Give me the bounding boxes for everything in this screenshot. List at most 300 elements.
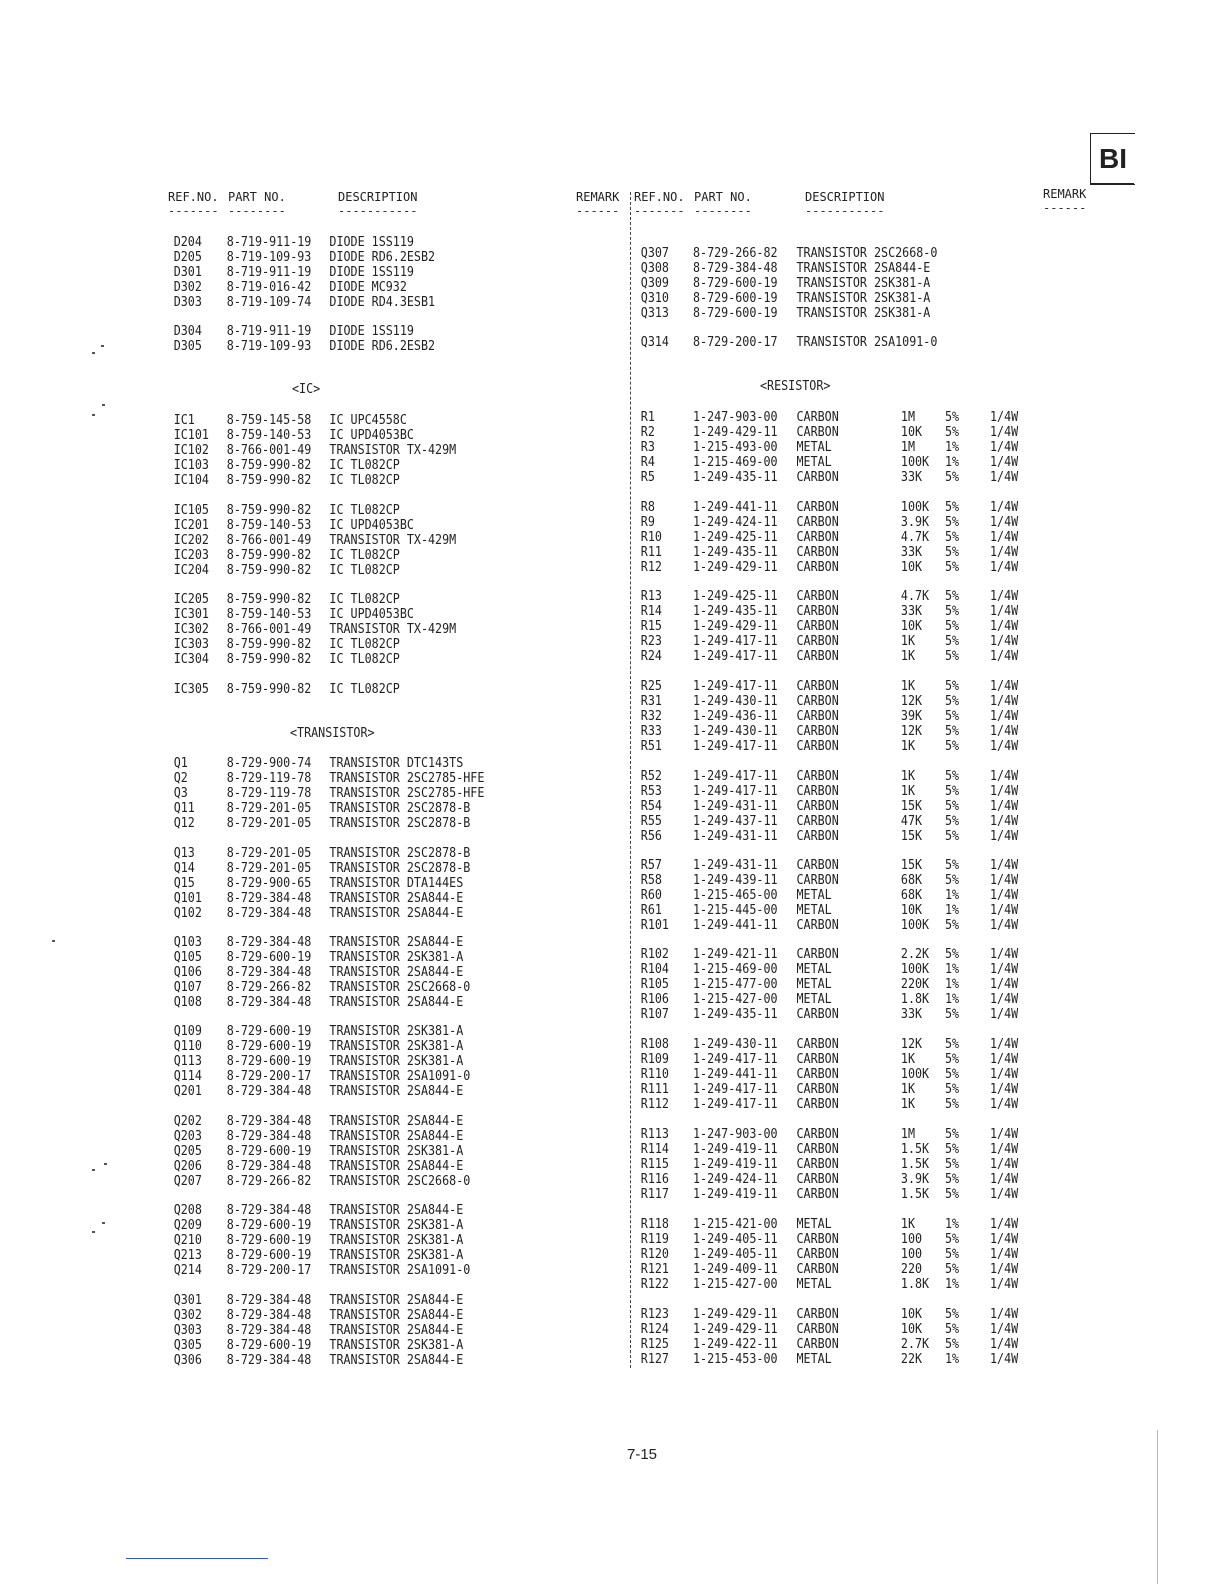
ref-no: R105 <box>640 977 669 992</box>
part-no: 1-249-435-11 <box>693 1007 778 1022</box>
ref-no: Q205 <box>173 1144 202 1159</box>
ref-no: Q214 <box>173 1263 202 1278</box>
scan-speck <box>102 404 105 406</box>
part-no: 1-247-903-00 <box>693 1127 778 1142</box>
ref-no: Q108 <box>173 995 202 1010</box>
value: 1K <box>900 769 915 784</box>
ref-no: Q3 <box>173 786 188 801</box>
part-no: 8-729-600-19 <box>226 950 312 965</box>
tolerance: 5% <box>945 1262 960 1277</box>
value: 15K <box>900 799 923 814</box>
ref-no: Q302 <box>173 1308 202 1323</box>
value: 10K <box>900 560 923 575</box>
value: 33K <box>900 604 923 619</box>
value: 1.8K <box>900 1277 930 1292</box>
ref-no: R116 <box>640 1172 669 1187</box>
part-no: 8-729-384-48 <box>693 261 778 276</box>
description: TRANSISTOR 2SK381-A <box>329 1039 464 1054</box>
tolerance: 1% <box>945 1217 960 1232</box>
ref-no: IC205 <box>173 592 209 607</box>
ref-no: Q305 <box>173 1338 202 1353</box>
ref-no: R111 <box>640 1082 669 1097</box>
ref-no: R127 <box>640 1352 669 1367</box>
ref-no: Q11 <box>173 801 195 816</box>
value: 1K <box>900 634 915 649</box>
description: CARBON <box>796 649 839 664</box>
part-no: 1-249-419-11 <box>693 1142 778 1157</box>
tolerance: 5% <box>945 425 960 440</box>
description: IC UPD4053BC <box>329 428 414 443</box>
tolerance: 5% <box>945 784 960 799</box>
part-no: 1-215-421-00 <box>693 1217 778 1232</box>
description: CARBON <box>796 769 839 784</box>
description: CARBON <box>796 1232 839 1247</box>
rating: 1/4W <box>990 903 1019 918</box>
part-no: 1-249-419-11 <box>693 1187 778 1202</box>
value: 33K <box>900 470 923 485</box>
part-no: 1-249-417-11 <box>693 1052 778 1067</box>
description: TRANSISTOR 2SA844-E <box>329 1159 464 1174</box>
part-no: 1-249-424-11 <box>693 515 778 530</box>
ref-no: R8 <box>640 500 655 515</box>
value: 68K <box>900 873 923 888</box>
ref-no: IC302 <box>173 622 209 637</box>
right-underline-desc: ----------- <box>805 204 885 218</box>
description: CARBON <box>796 589 839 604</box>
scan-speck <box>52 940 55 942</box>
ref-no: Q306 <box>173 1353 202 1368</box>
ref-no: D304 <box>173 324 202 339</box>
description: METAL <box>796 1352 832 1367</box>
ref-no: IC304 <box>173 652 209 667</box>
part-no: 1-215-469-00 <box>693 962 778 977</box>
rating: 1/4W <box>990 947 1019 962</box>
ref-no: R125 <box>640 1337 669 1352</box>
scan-edge-line <box>1157 1430 1158 1584</box>
value: 1M <box>900 1127 915 1142</box>
rating: 1/4W <box>990 814 1019 829</box>
description: TRANSISTOR 2SA1091-0 <box>796 335 938 350</box>
part-no: 8-729-201-05 <box>226 801 312 816</box>
description: TRANSISTOR TX-429M <box>329 443 457 458</box>
description: TRANSISTOR 2SC2668-0 <box>329 980 471 995</box>
ref-no: Q309 <box>640 276 669 291</box>
value: 33K <box>900 1007 923 1022</box>
description: TRANSISTOR 2SK381-A <box>329 1054 464 1069</box>
value: 1M <box>900 410 915 425</box>
description: TRANSISTOR 2SA844-E <box>329 1203 464 1218</box>
description: IC TL082CP <box>329 592 400 607</box>
part-no: 8-719-911-19 <box>226 235 312 250</box>
part-no: 1-249-437-11 <box>693 814 778 829</box>
tolerance: 5% <box>945 694 960 709</box>
part-no: 8-729-200-17 <box>226 1069 312 1084</box>
tolerance: 5% <box>945 1172 960 1187</box>
rating: 1/4W <box>990 799 1019 814</box>
description: TRANSISTOR 2SK381-A <box>796 276 931 291</box>
description: METAL <box>796 903 832 918</box>
rating: 1/4W <box>990 1307 1019 1322</box>
description: TRANSISTOR 2SC2878-B <box>329 861 471 876</box>
description: TRANSISTOR 2SA844-E <box>329 1293 464 1308</box>
ref-no: IC101 <box>173 428 209 443</box>
ref-no: Q1 <box>173 756 188 771</box>
part-no: 8-729-900-74 <box>226 756 312 771</box>
value: 100K <box>900 1067 930 1082</box>
ref-no: R11 <box>640 545 662 560</box>
scan-speck <box>92 1231 95 1233</box>
part-no: 1-249-405-11 <box>693 1247 778 1262</box>
rating: 1/4W <box>990 1037 1019 1052</box>
description: METAL <box>796 992 832 1007</box>
value: 100K <box>900 455 930 470</box>
description: CARBON <box>796 1007 839 1022</box>
part-no: 1-249-435-11 <box>693 604 778 619</box>
description: TRANSISTOR 2SA844-E <box>329 906 464 921</box>
value: 2.7K <box>900 1337 930 1352</box>
part-no: 1-215-427-00 <box>693 1277 778 1292</box>
rating: 1/4W <box>990 1082 1019 1097</box>
description: CARBON <box>796 1172 839 1187</box>
ref-no: IC301 <box>173 607 209 622</box>
part-no: 8-729-266-82 <box>693 246 778 261</box>
description: TRANSISTOR 2SA1091-0 <box>329 1263 471 1278</box>
description: DIODE 1SS119 <box>329 265 414 280</box>
ref-no: IC102 <box>173 443 209 458</box>
description: TRANSISTOR 2SA844-E <box>796 261 931 276</box>
ref-no: Q202 <box>173 1114 202 1129</box>
ref-no: Q206 <box>173 1159 202 1174</box>
ref-no: Q12 <box>173 816 195 831</box>
description: TRANSISTOR 2SK381-A <box>329 1233 464 1248</box>
scan-speck <box>92 352 95 354</box>
ref-no: R123 <box>640 1307 669 1322</box>
left-header-ref: REF.NO. <box>168 190 219 204</box>
description: TRANSISTOR 2SC2668-0 <box>329 1174 471 1189</box>
rating: 1/4W <box>990 440 1019 455</box>
tolerance: 5% <box>945 724 960 739</box>
description: TRANSISTOR 2SK381-A <box>796 306 931 321</box>
part-no: 8-759-990-82 <box>226 592 312 607</box>
rating: 1/4W <box>990 455 1019 470</box>
description: CARBON <box>796 425 839 440</box>
part-no: 8-729-600-19 <box>693 291 778 306</box>
description: METAL <box>796 455 832 470</box>
part-no: 1-249-405-11 <box>693 1232 778 1247</box>
ref-no: Q106 <box>173 965 202 980</box>
tolerance: 5% <box>945 634 960 649</box>
value: 100K <box>900 500 930 515</box>
part-no: 8-729-600-19 <box>226 1248 312 1263</box>
description: CARBON <box>796 530 839 545</box>
rating: 1/4W <box>990 724 1019 739</box>
tolerance: 1% <box>945 888 960 903</box>
part-no: 8-759-990-82 <box>226 652 312 667</box>
description: METAL <box>796 888 832 903</box>
value: 4.7K <box>900 589 930 604</box>
ref-no: D305 <box>173 339 202 354</box>
description: IC UPC4558C <box>329 413 407 428</box>
ref-no: IC203 <box>173 548 209 563</box>
part-no: 8-729-200-17 <box>226 1263 312 1278</box>
section-tab-label: BI <box>1099 143 1127 174</box>
rating: 1/4W <box>990 888 1019 903</box>
rating: 1/4W <box>990 858 1019 873</box>
description: TRANSISTOR 2SC2878-B <box>329 846 471 861</box>
ref-no: R2 <box>640 425 655 440</box>
part-no: 8-729-384-48 <box>226 1293 312 1308</box>
description: DIODE 1SS119 <box>329 235 414 250</box>
value: 100K <box>900 962 930 977</box>
part-no: 1-247-903-00 <box>693 410 778 425</box>
tolerance: 5% <box>945 649 960 664</box>
part-no: 1-249-439-11 <box>693 873 778 888</box>
tolerance: 5% <box>945 858 960 873</box>
ref-no: IC103 <box>173 458 209 473</box>
ref-no: R107 <box>640 1007 669 1022</box>
value: 10K <box>900 1307 923 1322</box>
value: 1K <box>900 679 915 694</box>
ref-no: Q107 <box>173 980 202 995</box>
ref-no: R112 <box>640 1097 669 1112</box>
part-no: 1-249-417-11 <box>693 1082 778 1097</box>
rating: 1/4W <box>990 1277 1019 1292</box>
tolerance: 5% <box>945 1247 960 1262</box>
description: TRANSISTOR 2SA1091-0 <box>329 1069 471 1084</box>
description: IC TL082CP <box>329 458 400 473</box>
ref-no: R101 <box>640 918 669 933</box>
part-no: 8-729-384-48 <box>226 1323 312 1338</box>
ref-no: R4 <box>640 455 655 470</box>
value: 15K <box>900 858 923 873</box>
ref-no: R104 <box>640 962 669 977</box>
description: IC TL082CP <box>329 473 400 488</box>
rating: 1/4W <box>990 1127 1019 1142</box>
description: TRANSISTOR 2SC2785-HFE <box>329 771 485 786</box>
ref-no: Q308 <box>640 261 669 276</box>
part-no: 8-729-384-48 <box>226 1308 312 1323</box>
value: 1K <box>900 1217 915 1232</box>
rating: 1/4W <box>990 1172 1019 1187</box>
part-no: 1-215-427-00 <box>693 992 778 1007</box>
ref-no: Q207 <box>173 1174 202 1189</box>
ref-no: Q203 <box>173 1129 202 1144</box>
description: TRANSISTOR 2SK381-A <box>329 1338 464 1353</box>
ref-no: R14 <box>640 604 662 619</box>
right-underline-remark: ------ <box>1043 201 1087 215</box>
value: 10K <box>900 903 923 918</box>
part-no: 8-729-119-78 <box>226 786 312 801</box>
part-no: 8-729-201-05 <box>226 861 312 876</box>
rating: 1/4W <box>990 977 1019 992</box>
value: 1.8K <box>900 992 930 1007</box>
part-no: 8-729-900-65 <box>226 876 312 891</box>
ref-no: D303 <box>173 295 202 310</box>
rating: 1/4W <box>990 1352 1019 1367</box>
rating: 1/4W <box>990 1232 1019 1247</box>
description: CARBON <box>796 634 839 649</box>
left-underline-desc: ----------- <box>338 204 418 218</box>
part-no: 8-729-384-48 <box>226 1203 312 1218</box>
description: DIODE RD6.2ESB2 <box>329 250 436 265</box>
value: 1K <box>900 1082 915 1097</box>
description: IC TL082CP <box>329 563 400 578</box>
part-no: 8-729-600-19 <box>226 1024 312 1039</box>
description: TRANSISTOR 2SK381-A <box>329 1024 464 1039</box>
part-no: 1-215-465-00 <box>693 888 778 903</box>
tolerance: 5% <box>945 739 960 754</box>
rating: 1/4W <box>990 1097 1019 1112</box>
part-no: 8-729-384-48 <box>226 1084 312 1099</box>
description: CARBON <box>796 858 839 873</box>
part-no: 1-249-435-11 <box>693 470 778 485</box>
value: 10K <box>900 619 923 634</box>
left-underline-ref: ------- <box>168 204 219 218</box>
tolerance: 5% <box>945 410 960 425</box>
description: DIODE RD4.3ESB1 <box>329 295 436 310</box>
tolerance: 1% <box>945 903 960 918</box>
description: TRANSISTOR TX-429M <box>329 622 457 637</box>
ref-no: IC204 <box>173 563 209 578</box>
ref-no: Q109 <box>173 1024 202 1039</box>
part-no: 1-249-417-11 <box>693 649 778 664</box>
description: TRANSISTOR 2SA844-E <box>329 1323 464 1338</box>
rating: 1/4W <box>990 694 1019 709</box>
part-no: 1-249-409-11 <box>693 1262 778 1277</box>
tolerance: 5% <box>945 1052 960 1067</box>
ref-no: IC1 <box>173 413 195 428</box>
tolerance: 5% <box>945 918 960 933</box>
tolerance: 5% <box>945 1307 960 1322</box>
part-no: 8-729-266-82 <box>226 980 312 995</box>
ref-no: Q14 <box>173 861 195 876</box>
ref-no: Q313 <box>640 306 669 321</box>
part-no: 1-249-417-11 <box>693 769 778 784</box>
value: 1M <box>900 440 915 455</box>
part-no: 1-249-425-11 <box>693 589 778 604</box>
ref-no: Q103 <box>173 935 202 950</box>
part-no: 8-729-200-17 <box>693 335 778 350</box>
part-no: 1-215-493-00 <box>693 440 778 455</box>
ref-no: Q208 <box>173 1203 202 1218</box>
ref-no: R110 <box>640 1067 669 1082</box>
ref-no: Q303 <box>173 1323 202 1338</box>
description: TRANSISTOR 2SC2878-B <box>329 816 471 831</box>
rating: 1/4W <box>990 634 1019 649</box>
rating: 1/4W <box>990 1262 1019 1277</box>
description: TRANSISTOR 2SC2668-0 <box>796 246 938 261</box>
description: TRANSISTOR 2SK381-A <box>329 1218 464 1233</box>
scan-speck <box>92 414 95 416</box>
part-no: 8-729-600-19 <box>693 306 778 321</box>
ref-no: R1 <box>640 410 655 425</box>
ref-no: D205 <box>173 250 202 265</box>
part-no: 1-249-441-11 <box>693 500 778 515</box>
rating: 1/4W <box>990 1052 1019 1067</box>
part-no: 8-759-990-82 <box>226 637 312 652</box>
rating: 1/4W <box>990 515 1019 530</box>
tolerance: 5% <box>945 1157 960 1172</box>
part-no: 8-729-384-48 <box>226 965 312 980</box>
ref-no: IC104 <box>173 473 209 488</box>
part-no: 1-249-429-11 <box>693 1307 778 1322</box>
description: CARBON <box>796 545 839 560</box>
part-no: 1-249-429-11 <box>693 560 778 575</box>
scan-speck <box>104 1163 107 1165</box>
ref-no: R54 <box>640 799 662 814</box>
tolerance: 5% <box>945 769 960 784</box>
rating: 1/4W <box>990 425 1019 440</box>
description: METAL <box>796 1277 832 1292</box>
description: TRANSISTOR 2SA844-E <box>329 1129 464 1144</box>
right-header-part: PART NO. <box>694 190 752 204</box>
right-header-remark: REMARK <box>1043 187 1087 201</box>
ref-no: Q209 <box>173 1218 202 1233</box>
tolerance: 5% <box>945 814 960 829</box>
ref-no: R55 <box>640 814 662 829</box>
part-no: 8-729-119-78 <box>226 771 312 786</box>
description: CARBON <box>796 679 839 694</box>
rating: 1/4W <box>990 604 1019 619</box>
part-no: 8-719-109-93 <box>226 339 312 354</box>
part-no: 8-759-990-82 <box>226 548 312 563</box>
tolerance: 1% <box>945 440 960 455</box>
description: TRANSISTOR DTC143TS <box>329 756 464 771</box>
tolerance: 1% <box>945 962 960 977</box>
value: 220K <box>900 977 930 992</box>
part-no: 1-249-429-11 <box>693 1322 778 1337</box>
value: 1.5K <box>900 1157 930 1172</box>
ref-no: Q301 <box>173 1293 202 1308</box>
rating: 1/4W <box>990 873 1019 888</box>
part-no: 8-719-016-42 <box>226 280 312 295</box>
part-no: 1-249-441-11 <box>693 918 778 933</box>
description: CARBON <box>796 1187 839 1202</box>
ref-no: Q201 <box>173 1084 202 1099</box>
tolerance: 5% <box>945 873 960 888</box>
part-no: 8-729-600-19 <box>693 276 778 291</box>
ref-no: R119 <box>640 1232 669 1247</box>
part-no: 8-729-600-19 <box>226 1338 312 1353</box>
rating: 1/4W <box>990 649 1019 664</box>
description: CARBON <box>796 784 839 799</box>
description: TRANSISTOR 2SA844-E <box>329 935 464 950</box>
ref-no: R61 <box>640 903 662 918</box>
description: CARBON <box>796 470 839 485</box>
part-no: 8-729-600-19 <box>226 1039 312 1054</box>
part-no: 8-729-384-48 <box>226 906 312 921</box>
ref-no: R3 <box>640 440 655 455</box>
part-no: 8-719-109-93 <box>226 250 312 265</box>
tolerance: 5% <box>945 799 960 814</box>
part-no: 8-719-911-19 <box>226 265 312 280</box>
description: CARBON <box>796 814 839 829</box>
ref-no: R122 <box>640 1277 669 1292</box>
rating: 1/4W <box>990 1187 1019 1202</box>
value: 10K <box>900 425 923 440</box>
part-no: 8-719-911-19 <box>226 324 312 339</box>
ref-no: R56 <box>640 829 662 844</box>
value: 33K <box>900 545 923 560</box>
left-header-desc: DESCRIPTION <box>338 190 418 204</box>
tolerance: 5% <box>945 530 960 545</box>
part-no: 1-249-417-11 <box>693 739 778 754</box>
description: CARBON <box>796 604 839 619</box>
part-no: 1-249-430-11 <box>693 694 778 709</box>
page-number: 7-15 <box>626 1446 658 1463</box>
part-no: 8-719-109-74 <box>226 295 312 310</box>
scan-speck <box>102 1222 105 1224</box>
